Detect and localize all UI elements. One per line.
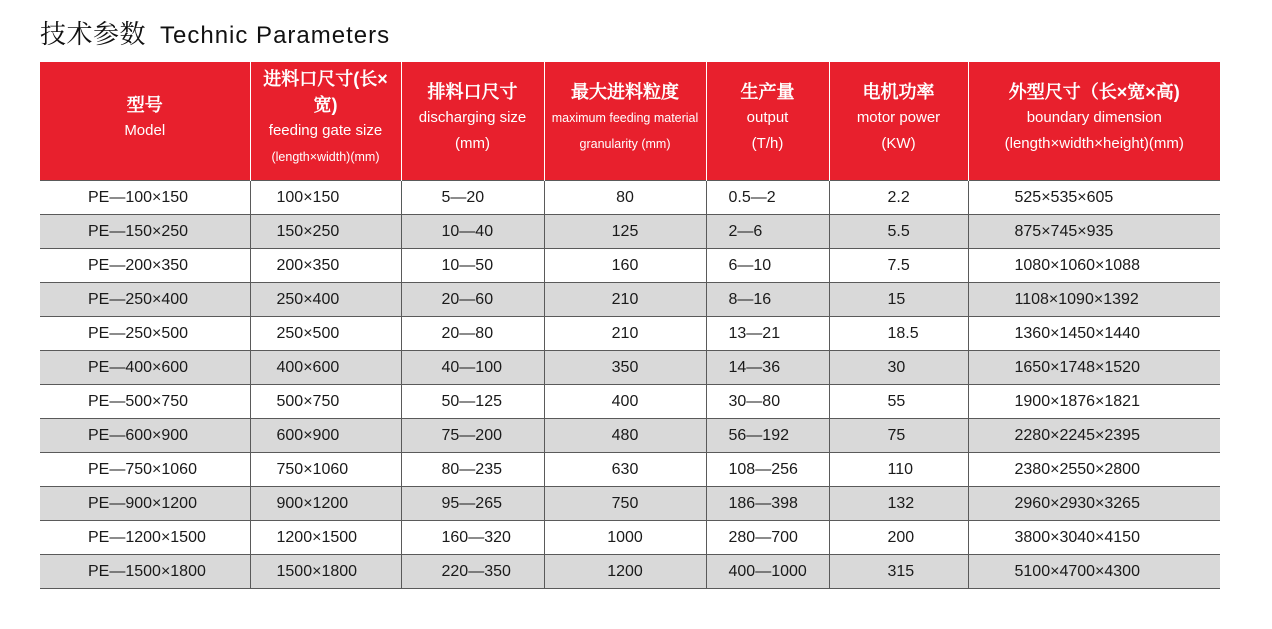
cell-boundary-dimension: 525×535×605 xyxy=(968,181,1220,215)
header-label-cn: 最大进料粒度 xyxy=(571,82,679,102)
header-model xyxy=(40,62,250,181)
cell-output: 0.5—2 xyxy=(706,181,829,215)
cell-discharging-size: 50—125 xyxy=(401,385,544,419)
header-label-en-unit: (length×width×height)(mm) xyxy=(1004,135,1184,152)
cell-output: 6—10 xyxy=(706,249,829,283)
cell-motor-power: 110 xyxy=(829,453,968,487)
cell-discharging-size: 80—235 xyxy=(401,453,544,487)
cell-max-feeding-granularity: 630 xyxy=(544,453,706,487)
cell-output: 186—398 xyxy=(706,487,829,521)
cell-discharging-size: 220—350 xyxy=(401,555,544,589)
header-label-en: feeding gate size xyxy=(268,122,383,139)
title-cn: 技术参数 xyxy=(40,19,147,49)
cell-max-feeding-granularity: 125 xyxy=(544,215,706,249)
table-row xyxy=(40,317,1220,351)
cell-boundary-dimension: 875×745×935 xyxy=(968,215,1220,249)
table-row xyxy=(40,419,1220,453)
table-row xyxy=(40,283,1220,317)
header-boundary-dimension xyxy=(968,62,1220,181)
cell-max-feeding-granularity: 80 xyxy=(544,181,706,215)
cell-model: PE—200×350 xyxy=(40,249,250,283)
header-label-en: discharging size xyxy=(418,109,527,126)
header-label-en: maximum feeding material xyxy=(551,111,699,125)
table-row xyxy=(40,181,1220,215)
cell-output: 13—21 xyxy=(706,317,829,351)
cell-model: PE—250×500 xyxy=(40,317,250,351)
cell-boundary-dimension: 1900×1876×1821 xyxy=(968,385,1220,419)
title-en: Technic Parameters xyxy=(160,22,391,49)
header-label-en-unit: (mm) xyxy=(455,135,490,152)
cell-max-feeding-granularity: 210 xyxy=(544,283,706,317)
cell-max-feeding-granularity: 480 xyxy=(544,419,706,453)
table-row xyxy=(40,215,1220,249)
cell-feeding-gate-size: 1500×1800 xyxy=(250,555,401,589)
cell-discharging-size: 75—200 xyxy=(401,419,544,453)
cell-discharging-size: 20—60 xyxy=(401,283,544,317)
page-title xyxy=(40,14,390,51)
header-label-en-unit: granularity (mm) xyxy=(579,137,671,151)
cell-output: 2—6 xyxy=(706,215,829,249)
table-header xyxy=(40,62,1220,181)
header-label-en: boundary dimension xyxy=(1026,109,1162,126)
header-feeding-gate-size xyxy=(250,62,401,181)
cell-boundary-dimension: 1080×1060×1088 xyxy=(968,249,1220,283)
header-discharging-size xyxy=(401,62,544,181)
cell-motor-power: 18.5 xyxy=(829,317,968,351)
cell-model: PE—900×1200 xyxy=(40,487,250,521)
cell-discharging-size: 160—320 xyxy=(401,521,544,555)
cell-motor-power: 15 xyxy=(829,283,968,317)
cell-feeding-gate-size: 100×150 xyxy=(250,181,401,215)
cell-output: 400—1000 xyxy=(706,555,829,589)
cell-motor-power: 75 xyxy=(829,419,968,453)
cell-max-feeding-granularity: 750 xyxy=(544,487,706,521)
cell-discharging-size: 95—265 xyxy=(401,487,544,521)
cell-model: PE—500×750 xyxy=(40,385,250,419)
table-row xyxy=(40,249,1220,283)
cell-model: PE—750×1060 xyxy=(40,453,250,487)
cell-model: PE—150×250 xyxy=(40,215,250,249)
cell-output: 14—36 xyxy=(706,351,829,385)
header-output xyxy=(706,62,829,181)
table-row xyxy=(40,385,1220,419)
cell-boundary-dimension: 2380×2550×2800 xyxy=(968,453,1220,487)
cell-motor-power: 200 xyxy=(829,521,968,555)
cell-boundary-dimension: 5100×4700×4300 xyxy=(968,555,1220,589)
cell-max-feeding-granularity: 210 xyxy=(544,317,706,351)
header-label-cn: 进料口尺寸(长×宽) xyxy=(263,69,388,115)
cell-motor-power: 30 xyxy=(829,351,968,385)
header-label-en: output xyxy=(746,109,789,126)
cell-feeding-gate-size: 250×400 xyxy=(250,283,401,317)
cell-model: PE—250×400 xyxy=(40,283,250,317)
cell-motor-power: 2.2 xyxy=(829,181,968,215)
table-body xyxy=(40,181,1220,589)
cell-feeding-gate-size: 400×600 xyxy=(250,351,401,385)
cell-max-feeding-granularity: 1000 xyxy=(544,521,706,555)
table-row xyxy=(40,487,1220,521)
cell-boundary-dimension: 1650×1748×1520 xyxy=(968,351,1220,385)
cell-output: 108—256 xyxy=(706,453,829,487)
cell-feeding-gate-size: 150×250 xyxy=(250,215,401,249)
header-label-en-unit: (KW) xyxy=(881,135,916,152)
cell-model: PE—100×150 xyxy=(40,181,250,215)
header-max-feeding-granularity xyxy=(544,62,706,181)
table-row xyxy=(40,453,1220,487)
cell-motor-power: 55 xyxy=(829,385,968,419)
cell-discharging-size: 40—100 xyxy=(401,351,544,385)
cell-discharging-size: 20—80 xyxy=(401,317,544,351)
table-row xyxy=(40,351,1220,385)
cell-discharging-size: 10—40 xyxy=(401,215,544,249)
cell-boundary-dimension: 2960×2930×3265 xyxy=(968,487,1220,521)
header-label-en: motor power xyxy=(856,109,941,126)
header-label-cn: 排料口尺寸 xyxy=(427,82,518,102)
cell-max-feeding-granularity: 1200 xyxy=(544,555,706,589)
cell-boundary-dimension: 3800×3040×4150 xyxy=(968,521,1220,555)
cell-model: PE—1500×1800 xyxy=(40,555,250,589)
cell-discharging-size: 5—20 xyxy=(401,181,544,215)
cell-output: 280—700 xyxy=(706,521,829,555)
header-label-cn: 电机功率 xyxy=(862,82,935,102)
cell-feeding-gate-size: 900×1200 xyxy=(250,487,401,521)
parameters-table xyxy=(40,62,1220,589)
cell-discharging-size: 10—50 xyxy=(401,249,544,283)
cell-boundary-dimension: 1360×1450×1440 xyxy=(968,317,1220,351)
header-label-cn: 生产量 xyxy=(740,82,795,102)
header-label-en: Model xyxy=(124,122,166,139)
cell-feeding-gate-size: 500×750 xyxy=(250,385,401,419)
cell-feeding-gate-size: 600×900 xyxy=(250,419,401,453)
cell-output: 56—192 xyxy=(706,419,829,453)
cell-max-feeding-granularity: 400 xyxy=(544,385,706,419)
cell-motor-power: 5.5 xyxy=(829,215,968,249)
cell-boundary-dimension: 1108×1090×1392 xyxy=(968,283,1220,317)
header-label-cn: 型号 xyxy=(126,95,163,115)
cell-model: PE—600×900 xyxy=(40,419,250,453)
header-label-en-unit: (length×width)(mm) xyxy=(271,150,380,164)
cell-model: PE—1200×1500 xyxy=(40,521,250,555)
cell-boundary-dimension: 2280×2245×2395 xyxy=(968,419,1220,453)
cell-motor-power: 132 xyxy=(829,487,968,521)
cell-max-feeding-granularity: 350 xyxy=(544,351,706,385)
cell-feeding-gate-size: 750×1060 xyxy=(250,453,401,487)
cell-motor-power: 315 xyxy=(829,555,968,589)
table-row xyxy=(40,555,1220,589)
cell-max-feeding-granularity: 160 xyxy=(544,249,706,283)
cell-output: 8—16 xyxy=(706,283,829,317)
header-label-en-unit: (T/h) xyxy=(751,135,784,152)
table-row xyxy=(40,521,1220,555)
cell-feeding-gate-size: 200×350 xyxy=(250,249,401,283)
cell-model: PE—400×600 xyxy=(40,351,250,385)
cell-feeding-gate-size: 1200×1500 xyxy=(250,521,401,555)
cell-motor-power: 7.5 xyxy=(829,249,968,283)
header-label-cn: 外型尺寸（长×宽×高) xyxy=(1008,82,1180,102)
cell-feeding-gate-size: 250×500 xyxy=(250,317,401,351)
cell-output: 30—80 xyxy=(706,385,829,419)
header-motor-power xyxy=(829,62,968,181)
